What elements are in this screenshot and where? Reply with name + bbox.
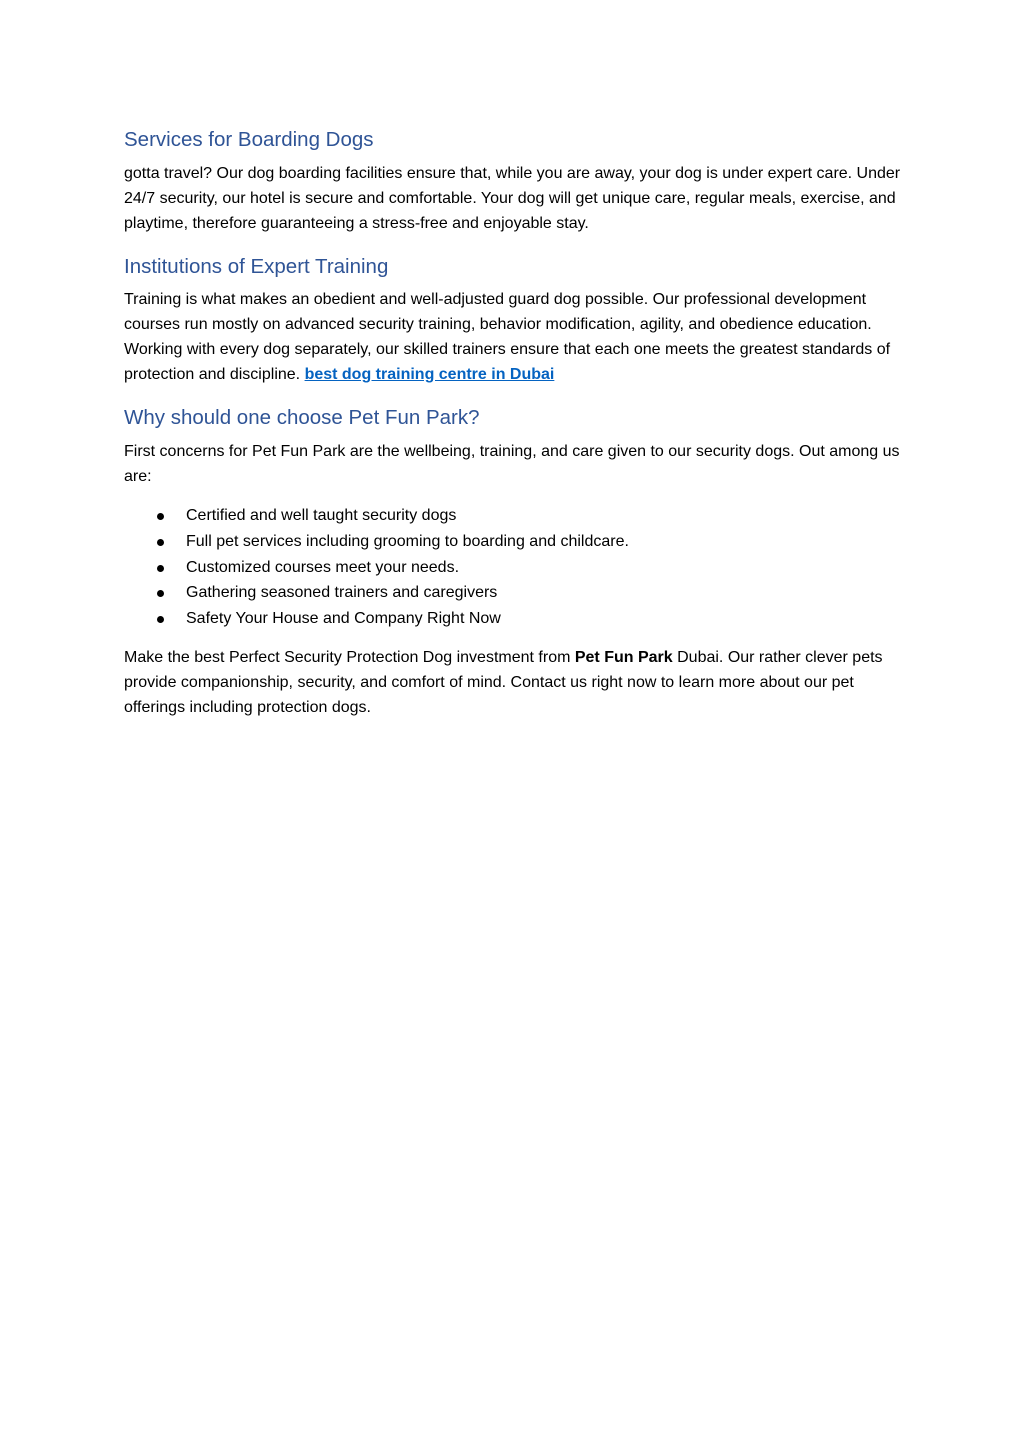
boarding-paragraph: gotta travel? Our dog boarding facilities ensure that, while you are away, your dog is under expert care. Under 24/7 security, our hotel is secure and comfortable. Your dog will get unique care, regular meals, exercise, and playtime, therefore guaranteeing a stress-free and enjoyable stay. [124, 165, 901, 232]
document-page [124, 122, 904, 720]
list-item-text: Gathering seasoned trainers and caregivers [186, 584, 498, 602]
benefits-list [124, 503, 904, 632]
list-item [124, 529, 904, 555]
brand-name: Pet Fun Park [574, 648, 673, 666]
bullet-icon [157, 565, 164, 572]
training-paragraph-text: Training is what makes an obedient and well-adjusted guard dog possible. Our professional development courses run mostly on advanced security training, behavior modification, agility, and obedience education. Working with every dog separately, our skilled trainers ensure that each one meets the greatest standards of protection and discipline. [124, 291, 891, 383]
closing-text-start: Make the best Perfect Security Protection Dog investment from [124, 648, 575, 666]
why-heading: Why should one choose Pet Fun Park? [124, 406, 480, 429]
boarding-heading: Services for Boarding Dogs [124, 128, 374, 151]
training-heading: Institutions of Expert Training [124, 255, 389, 278]
bullet-icon [157, 513, 164, 520]
closing-paragraph [124, 645, 904, 720]
list-item [124, 580, 904, 606]
bullet-icon [157, 590, 164, 597]
training-centre-link[interactable]: best dog training centre in Dubai [304, 366, 555, 383]
list-item [124, 606, 904, 632]
training-paragraph [124, 287, 904, 387]
list-item-text: Safety Your House and Company Right Now [186, 610, 501, 628]
list-item [124, 503, 904, 529]
bullet-icon [157, 616, 164, 623]
bullet-icon [157, 539, 164, 546]
why-intro-paragraph: First concerns for Pet Fun Park are the wellbeing, training, and care given to our security dogs. Out among us are: [124, 443, 900, 485]
list-item-text: Full pet services including grooming to boarding and childcare. [186, 532, 629, 550]
list-item-text: Certified and well taught security dogs [186, 507, 457, 524]
closing-text-end: Dubai. Our rather clever pets provide companionship, security, and comfort of mind. Contact us right now to learn more about our pet offerings including protection dogs. [124, 648, 883, 716]
list-item [124, 555, 904, 581]
list-item-text: Customized courses meet your needs. [186, 558, 460, 576]
